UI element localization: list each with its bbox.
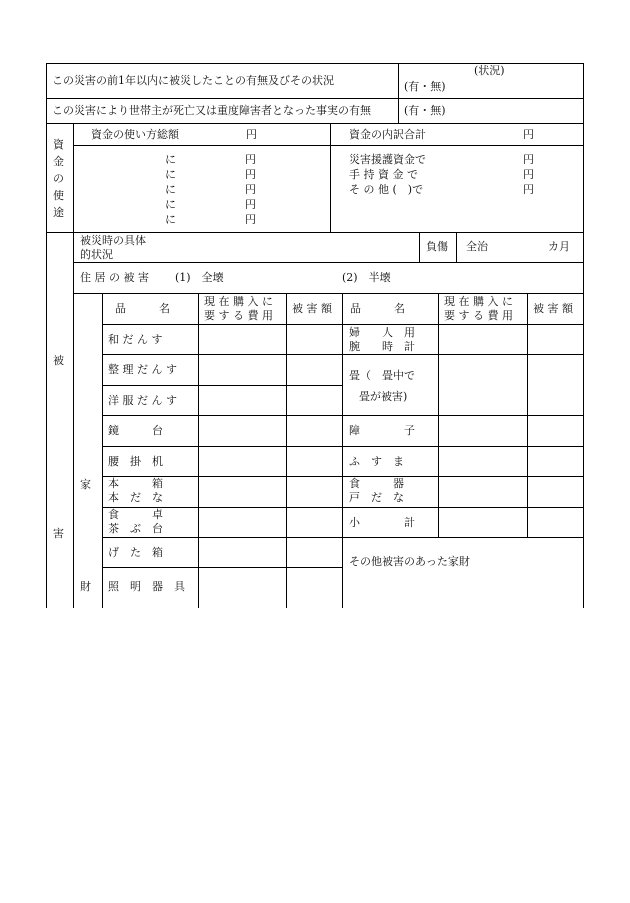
option-half-destruction: (2) 半壊 [342,271,391,284]
item-shoji: 障 子 [349,424,415,437]
rule [456,232,457,262]
yen-unit: 円 [523,153,534,166]
rule [73,145,583,146]
item-wardrobe: 洋 服 だ ん す [108,394,177,407]
cost-header-line1: 現 在 購 入 に [204,295,273,308]
funds-breakdown-label: 資金の内訳合計 [349,128,426,141]
rule [342,293,343,608]
rule [102,385,342,386]
yen-unit: 円 [246,128,257,141]
item-ladies-watch-2: 腕 時 計 [349,340,415,353]
funds-side-label-1: 資 [53,138,64,151]
rule [46,232,583,233]
funds-side-label-2: 金 [53,155,64,168]
item-cupboard: 戸 だ な [349,491,404,504]
furniture-side-label-1: 家 [80,478,91,491]
house-damage-label: 住 居 の 被 害 [80,271,149,284]
item-bookcase: 本 箱 [108,477,163,490]
yen-unit: 円 [245,198,256,211]
item-shoe-cabinet: げ た 箱 [108,546,163,559]
rule [527,293,528,537]
funds-total-label: 資金の使い方総額 [91,128,179,141]
use-ni-5: に [165,213,176,226]
damage-side-label-2: 害 [53,527,64,540]
rule [46,98,583,99]
yen-unit: 円 [245,168,256,181]
item-low-table: 茶 ぶ 台 [108,522,163,535]
use-ni-3: に [165,183,176,196]
rule [286,293,287,608]
item-dining-table: 食 卓 [108,508,163,521]
yen-unit: 円 [245,183,256,196]
item-header: 品 名 [115,302,170,315]
amount-header: 被 害 額 [533,302,573,315]
yen-unit: 円 [523,128,534,141]
funds-side-label-3: の [53,172,64,185]
item-japanese-chest: 和 だ ん す [108,333,163,346]
item-dishes: 食 器 [349,477,404,490]
rule [342,385,583,386]
situation-label-line2: 的状況 [80,248,113,261]
prior-disaster-status-label: (状況) [474,64,505,77]
item-header: 品 名 [350,302,405,315]
item-fusuma: ふ す ま [349,455,404,468]
recovery-label: 全治 [466,240,488,253]
injury-label: 負傷 [426,240,448,253]
yen-unit: 円 [523,168,534,181]
item-ladies-watch-1: 婦 人 用 [349,326,415,339]
amount-header: 被 害 額 [292,302,332,315]
rule [73,123,74,608]
yen-unit: 円 [245,153,256,166]
rule [438,293,439,537]
cost-header-line2: 要 す る 費 用 [444,309,513,322]
rule [46,63,47,608]
use-ni-4: に [165,198,176,211]
rule [102,567,342,568]
rule [102,293,103,608]
funds-side-label-5: 途 [53,206,64,219]
rule [583,63,584,608]
source-own-funds: 手 持 資 金 で [349,168,418,181]
yen-unit: 円 [523,183,534,196]
rule [46,123,583,124]
head-of-household-options: (有・無) [404,104,446,117]
rule [73,293,583,294]
source-relief-fund: 災害援護資金で [349,153,426,166]
cost-header-line2: 要 す る 費 用 [204,309,273,322]
prior-disaster-question: この災害の前1年以内に被災したことの有無及びその状況 [52,74,334,87]
furniture-side-label-2: 財 [80,580,91,593]
prior-disaster-options: (有・無) [404,80,446,93]
rule [198,293,199,608]
item-tatami-2: 畳が被害) [359,390,408,403]
item-chest-of-drawers: 整 理 だ ん す [108,363,177,376]
damage-side-label-1: 被 [53,354,64,367]
item-subtotal: 小 計 [349,516,415,529]
item-desk: 腰 掛 机 [108,455,163,468]
item-lighting: 照 明 器 具 [108,580,185,593]
cost-header-line1: 現 在 購 入 に [444,295,513,308]
rule [419,232,420,262]
item-bookshelf: 本 だ な [108,491,163,504]
rule [398,63,399,123]
item-dresser: 鏡 台 [108,424,163,437]
other-furniture-label: その他被害のあった家財 [349,555,470,568]
rule [73,262,583,263]
use-ni-1: に [165,153,176,166]
item-tatami-1: 畳（ 畳中で [349,369,415,382]
head-of-household-question: この災害により世帯主が死亡又は重度障害者となった事実の有無 [52,104,371,117]
funds-side-label-4: 使 [53,189,64,202]
yen-unit: 円 [245,213,256,226]
use-ni-2: に [165,168,176,181]
situation-label-line1: 被災時の具体 [80,234,146,247]
option-total-destruction: (1) 全壊 [175,271,224,284]
rule [330,123,331,232]
source-other: そ の 他 ( )で [349,183,424,196]
months-label: カ月 [548,240,570,253]
